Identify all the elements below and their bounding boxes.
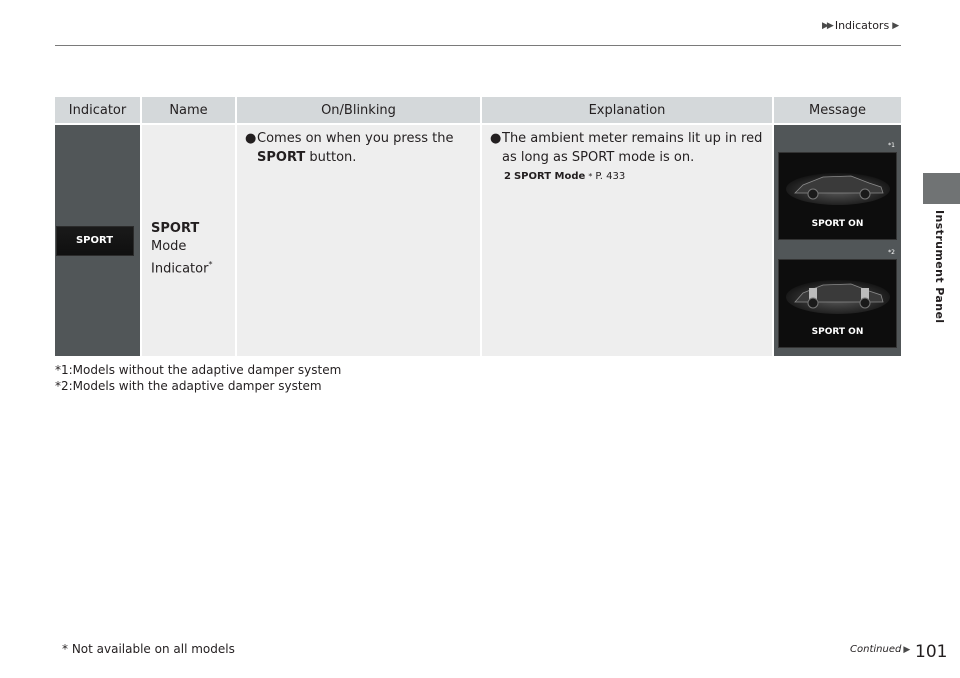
- col-name: Name: [142, 97, 237, 123]
- continued-arrow-icon: ▶: [903, 644, 909, 655]
- footnotes: [55, 362, 341, 394]
- page-number: 101: [915, 642, 948, 662]
- name-asterisk: *: [208, 260, 213, 269]
- indicator-cell: [55, 125, 142, 356]
- message-note-1: *1: [888, 142, 895, 149]
- table-row: [55, 125, 901, 356]
- page-reference[interactable]: [504, 171, 770, 182]
- message-note-2: *2: [888, 249, 895, 256]
- footnote-2: *2:Models with the adaptive damper system: [55, 379, 322, 393]
- car-silhouette-icon: [785, 165, 891, 205]
- message-text-2: SPORT ON: [811, 327, 864, 337]
- bullet-icon: ●: [245, 131, 257, 146]
- name-bold: SPORT: [151, 221, 200, 236]
- continued-text: Continued: [850, 644, 902, 655]
- reference-title: SPORT Mode: [513, 171, 586, 182]
- double-arrow-icon: ▶▶: [822, 20, 832, 31]
- name-cell: [142, 125, 237, 356]
- message-display-2: [778, 259, 897, 348]
- col-on-blinking: On/Blinking: [237, 97, 482, 123]
- name-rest: Mode: [151, 239, 187, 254]
- message-display-1: [778, 152, 897, 240]
- section-label: Instrument Panel: [933, 210, 946, 324]
- message-text-1: SPORT ON: [811, 219, 864, 229]
- on-rest: button.: [305, 150, 357, 165]
- reference-icon: 2: [504, 171, 511, 182]
- on-bold: SPORT: [257, 150, 306, 165]
- explanation-text: The ambient meter remains lit up in red as long as SPORT mode is on.: [502, 131, 763, 165]
- bullet-icon: ●: [490, 131, 502, 146]
- name-line2: Indicator: [151, 261, 209, 277]
- reference-asterisk: *: [588, 172, 593, 181]
- breadcrumb: [822, 19, 897, 32]
- reference-page: P. 433: [595, 171, 626, 182]
- indicator-table: [55, 97, 901, 356]
- on-line1: Comes on when you press the: [257, 131, 454, 146]
- sport-indicator-icon: SPORT: [56, 226, 134, 256]
- top-rule: [55, 45, 901, 46]
- footnote-1: *1:Models without the adaptive damper system: [55, 363, 342, 377]
- breadcrumb-label: Indicators: [834, 19, 890, 32]
- col-message: Message: [809, 102, 866, 118]
- table-header: [55, 97, 901, 125]
- message-cell: [774, 125, 901, 356]
- car-damper-icon: [785, 272, 891, 314]
- col-indicator: Indicator: [55, 97, 142, 123]
- arrow-icon: ▶: [892, 20, 898, 31]
- on-blinking-cell: [237, 125, 482, 356]
- col-explanation: Explanation: [482, 97, 774, 123]
- asterisk-note: * Not available on all models: [62, 642, 235, 656]
- continued-label: [850, 644, 908, 655]
- section-tab: [923, 173, 960, 204]
- explanation-cell: [482, 125, 774, 356]
